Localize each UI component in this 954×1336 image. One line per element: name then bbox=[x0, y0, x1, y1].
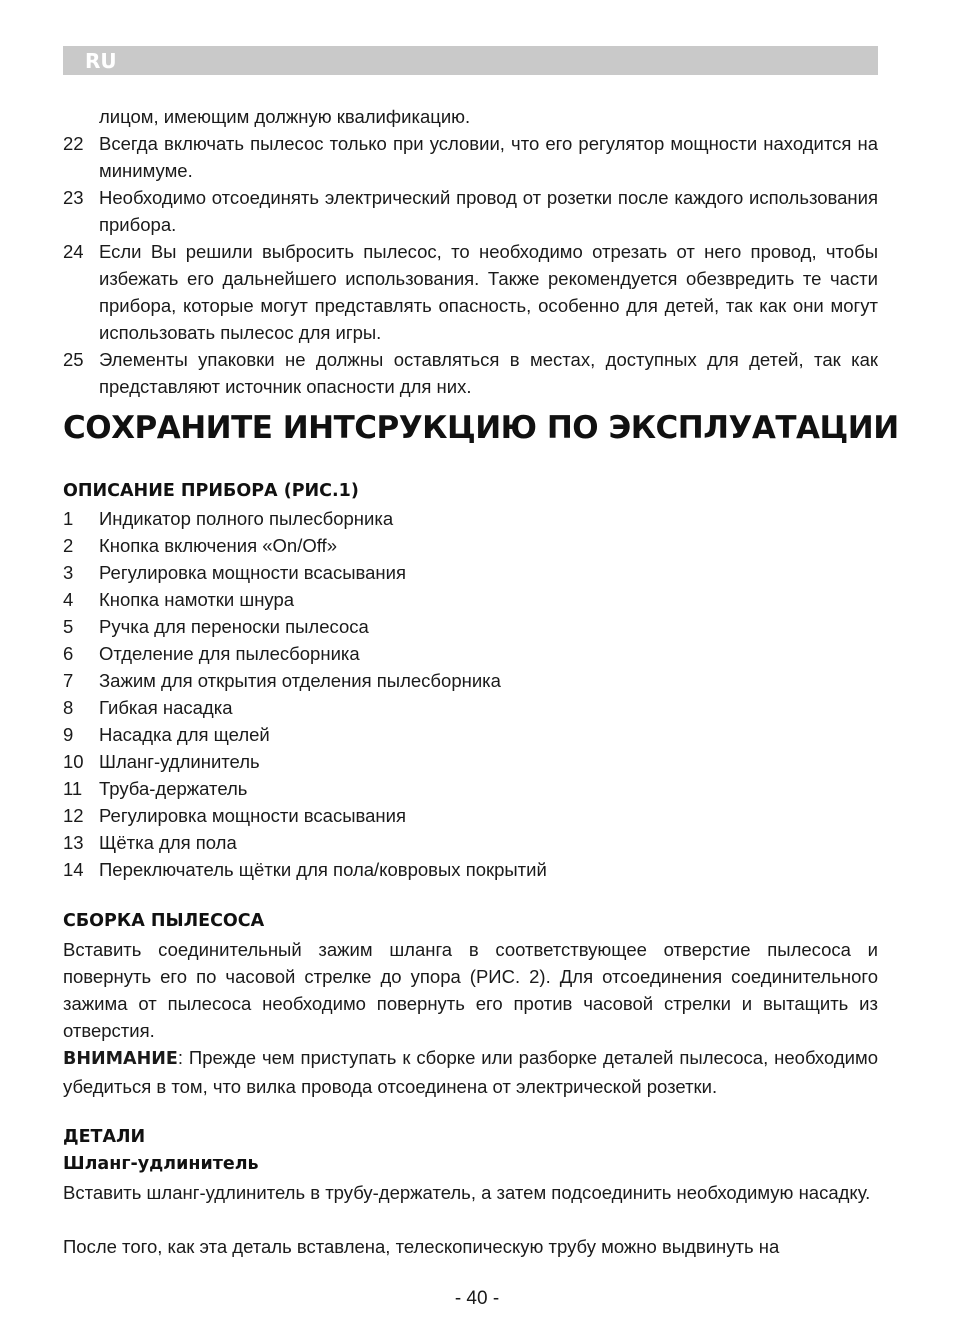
item-number: 25 bbox=[63, 349, 84, 370]
item-number: 22 bbox=[63, 133, 84, 154]
item-number: 12 bbox=[63, 805, 84, 826]
list-item bbox=[63, 802, 878, 829]
item-text: Гибкая насадка bbox=[99, 697, 233, 718]
list-item bbox=[63, 130, 878, 184]
item-text: Ручка для переноски пылесоса bbox=[99, 616, 369, 637]
item-text: Всегда включать пылесос только при условии, что его регулятор мощности находится на минимуме. bbox=[99, 133, 878, 181]
item-text: Насадка для щелей bbox=[99, 724, 270, 745]
item-number: 5 bbox=[63, 616, 74, 637]
list-item bbox=[63, 640, 878, 667]
item-number: 13 bbox=[63, 832, 84, 853]
list-item bbox=[63, 184, 878, 238]
list-item bbox=[63, 532, 878, 559]
parts-list bbox=[63, 505, 878, 883]
item-text: Элементы упаковки не должны оставляться в местах, доступных для детей, так как представляют источник опасности для них. bbox=[99, 349, 878, 397]
item-text: Отделение для пылесборника bbox=[99, 643, 360, 664]
item-number: 9 bbox=[63, 724, 74, 745]
item-number: 3 bbox=[63, 562, 74, 583]
list-item bbox=[63, 613, 878, 640]
details-heading: ДЕТАЛИ bbox=[63, 1127, 146, 1147]
item-text: Если Вы решили выбросить пылесос, то необходимо отрезать от него провод, чтобы избежать его дальнейшего использования. Также рекомендуется обезвредить те части прибора, которые могут представлять опасность, особенно для детей, так как они могут использовать пылесос для игры. bbox=[99, 241, 878, 343]
item-number: 4 bbox=[63, 589, 74, 610]
item-text: Шланг-удлинитель bbox=[99, 751, 260, 772]
page-number: - 40 - bbox=[454, 1288, 500, 1309]
item-number: 11 bbox=[63, 778, 83, 799]
item-text: Регулировка мощности всасывания bbox=[99, 805, 406, 826]
item-text: Индикатор полного пылесборника bbox=[99, 508, 394, 529]
item-number: 24 bbox=[63, 241, 84, 262]
language-label: RU bbox=[85, 49, 117, 73]
warning-paragraph bbox=[63, 1044, 878, 1100]
list-item bbox=[63, 103, 878, 130]
item-number: 1 bbox=[63, 508, 74, 529]
item-text: Щётка для пола bbox=[99, 832, 237, 853]
list-item bbox=[63, 775, 878, 802]
item-number: 14 bbox=[63, 859, 84, 880]
item-number: 10 bbox=[63, 751, 84, 772]
list-item bbox=[63, 721, 878, 748]
item-text: Зажим для открытия отделения пылесборника bbox=[99, 670, 501, 691]
list-item bbox=[63, 346, 878, 400]
item-number: 7 bbox=[63, 670, 74, 691]
details-paragraph-2: После того, как эта деталь вставлена, телескопическую трубу можно выдвинуть на bbox=[63, 1236, 780, 1257]
list-item bbox=[63, 667, 878, 694]
list-item bbox=[63, 586, 878, 613]
item-number: 8 bbox=[63, 697, 74, 718]
main-heading: СОХРАНИТЕ ИНТСРУКЦИЮ ПО ЭКСПЛУАТАЦИИ bbox=[63, 410, 899, 446]
item-text: Необходимо отсоединять электрический провод от розетки после каждого использования прибора. bbox=[99, 187, 878, 235]
item-number: 2 bbox=[63, 535, 74, 556]
assembly-heading: СБОРКА ПЫЛЕСОСА bbox=[63, 911, 265, 931]
language-header-bar bbox=[63, 46, 878, 75]
item-text: Переключатель щётки для пола/ковровых покрытий bbox=[99, 859, 547, 880]
details-paragraph-1: Вставить шланг-удлинитель в трубу-держатель, а затем подсоединить необходимую насадку. bbox=[63, 1182, 871, 1203]
list-item bbox=[63, 856, 878, 883]
list-item bbox=[63, 829, 878, 856]
assembly-text: Вставить соединительный зажим шланга в соответствующее отверстие пылесоса и повернуть его по часовой стрелке до упора (РИС. 2). Для отсоединения соединительного зажима от пылесоса необходимо повернуть его против часовой стрелки и вытащить из отверстия. bbox=[63, 939, 878, 1041]
list-item bbox=[63, 559, 878, 586]
description-heading: ОПИСАНИЕ ПРИБОРА (РИС.1) bbox=[63, 481, 359, 501]
item-text: лицом, имеющим должную квалификацию. bbox=[99, 106, 471, 127]
list-item bbox=[63, 238, 878, 346]
item-number: 23 bbox=[63, 187, 84, 208]
item-number: 6 bbox=[63, 643, 74, 664]
item-text: Регулировка мощности всасывания bbox=[99, 562, 406, 583]
safety-list bbox=[63, 103, 878, 400]
warning-label: ВНИМАНИЕ bbox=[63, 1049, 178, 1069]
item-text: Кнопка включения «On/Off» bbox=[99, 535, 337, 556]
item-text: Труба-держатель bbox=[99, 778, 248, 799]
list-item bbox=[63, 748, 878, 775]
list-item bbox=[63, 505, 878, 532]
item-text: Кнопка намотки шнура bbox=[99, 589, 295, 610]
list-item bbox=[63, 694, 878, 721]
warning-text: : Прежде чем приступать к сборке или разборке деталей пылесоса, необходимо убедиться в том, что вилка провода отсоединена от электрической розетки. bbox=[63, 1047, 878, 1097]
details-subheading: Шланг-удлинитель bbox=[63, 1154, 259, 1174]
